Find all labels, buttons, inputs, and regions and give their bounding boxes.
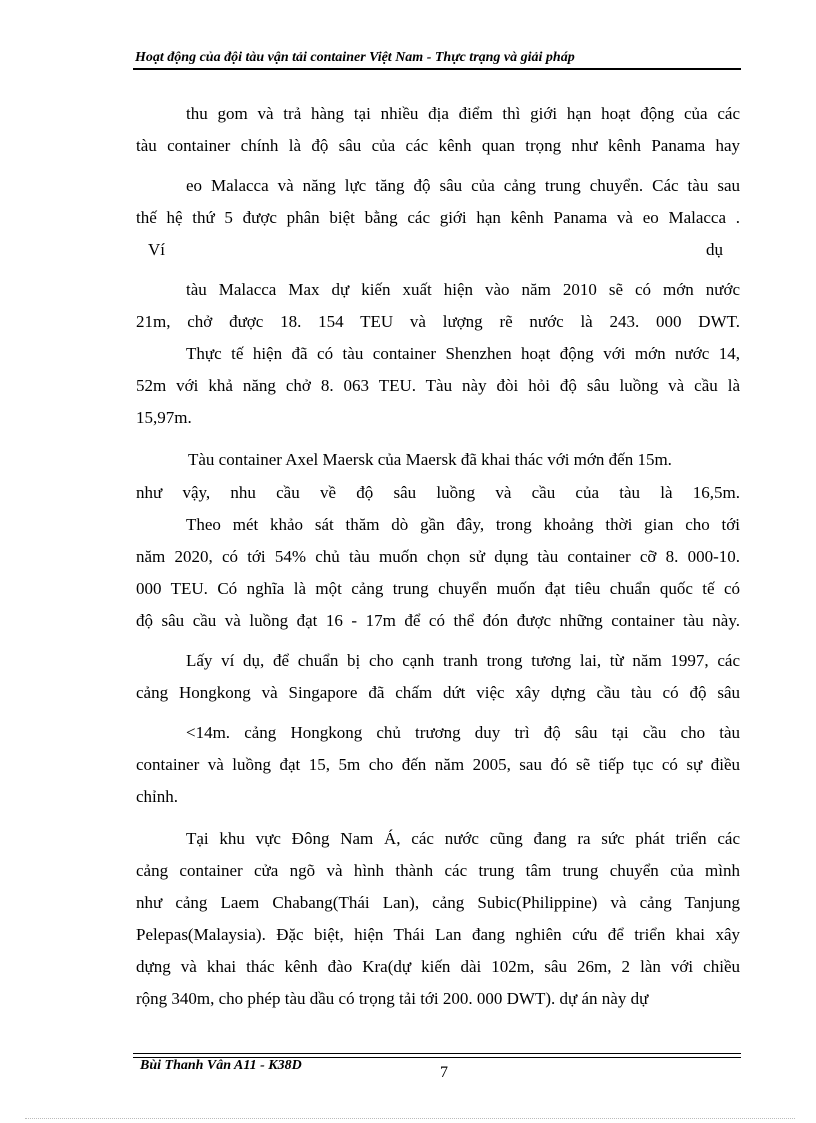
text-line: năm 2020, có tới 54% chủ tàu muốn chọn sử dụng tàu container cỡ 8. 000-10. bbox=[136, 547, 740, 566]
text-line: Ví bbox=[148, 240, 165, 259]
text-line: 52m với khả năng chở 8. 063 TEU. Tàu này đòi hỏi độ sâu luồng và cầu là bbox=[136, 376, 740, 395]
running-header: Hoạt động của đội tàu vận tải container Việt Nam - Thực trạng và giải pháp bbox=[135, 50, 575, 65]
text-line: Thực tế hiện đã có tàu container Shenzhen hoạt động với mớn nước 14, bbox=[186, 344, 740, 363]
text-line: 21m, chở được 18. 154 TEU và lượng rẽ nước là 243. 000 DWT. bbox=[136, 312, 740, 331]
text-line: tàu container chính là độ sâu của các kênh quan trọng như kênh Panama hay bbox=[136, 136, 740, 155]
text-line: container và luồng đạt 15, 5m cho đến năm 2005, sau đó sẽ tiếp tục có sự điều bbox=[136, 755, 740, 774]
text-line: Theo mét khảo sát thăm dò gần đây, trong khoảng thời gian cho tới bbox=[186, 515, 740, 534]
footer-author: Bùi Thanh Vân A11 - K38D bbox=[140, 1058, 302, 1073]
footer-rule bbox=[133, 1053, 741, 1054]
text-line: cảng container cửa ngõ và hình thành các trung tâm trung chuyển của mình bbox=[136, 861, 740, 880]
text-line: tàu Malacca Max dự kiến xuất hiện vào năm 2010 sẽ có mớn nước bbox=[186, 280, 740, 299]
page-edge-dotted-line bbox=[25, 1118, 795, 1119]
text-line: dựng và khai thác kênh đào Kra(dự kiến dài 102m, sâu 26m, 2 làn với chiều bbox=[136, 957, 740, 976]
text-line: 15,97m. bbox=[136, 408, 192, 427]
text-line: như cảng Laem Chabang(Thái Lan), cảng Subic(Philippine) và cảng Tanjung bbox=[136, 893, 740, 912]
text-line: dụ bbox=[706, 240, 723, 259]
text-line: rộng 340m, cho phép tàu dầu có trọng tải tới 200. 000 DWT). dự án này dự bbox=[136, 989, 649, 1008]
text-line: cảng Hongkong và Singapore đã chấm dứt việc xây dựng cầu tàu có độ sâu bbox=[136, 683, 740, 702]
text-line: như vậy, nhu cầu về độ sâu luồng và cầu của tàu là 16,5m. bbox=[136, 483, 740, 502]
header-rule bbox=[133, 68, 741, 70]
text-line: Tại khu vực Đông Nam Á, các nước cũng đang ra sức phát triển các bbox=[186, 829, 740, 848]
text-line: eo Malacca và năng lực tăng độ sâu của cảng trung chuyển. Các tàu sau bbox=[186, 176, 740, 195]
text-line: độ sâu cầu và luồng đạt 16 - 17m để có thể đón được những container tàu này. bbox=[136, 611, 740, 630]
text-line: <14m. cảng Hongkong chủ trương duy trì độ sâu tại cầu cho tàu bbox=[186, 723, 740, 742]
text-line: Pelepas(Malaysia). Đặc biệt, hiện Thái Lan đang nghiên cứu để triển khai xây bbox=[136, 925, 740, 944]
text-line: thu gom và trả hàng tại nhiều địa điểm thì giới hạn hoạt động của các bbox=[186, 104, 740, 123]
text-line: chỉnh. bbox=[136, 787, 179, 806]
text-line: 000 TEU. Có nghĩa là một cảng trung chuyển muốn đạt tiêu chuẩn quốc tế có bbox=[136, 579, 740, 598]
text-line: thế hệ thứ 5 được phân biệt bằng các giới hạn kênh Panama và eo Malacca . bbox=[136, 208, 740, 227]
text-line: Lấy ví dụ, để chuẩn bị cho cạnh tranh trong tương lai, từ năm 1997, các bbox=[186, 651, 740, 670]
page-number: 7 bbox=[440, 1064, 448, 1081]
text-line: Tàu container Axel Maersk của Maersk đã khai thác với mớn đến 15m. bbox=[188, 450, 672, 469]
